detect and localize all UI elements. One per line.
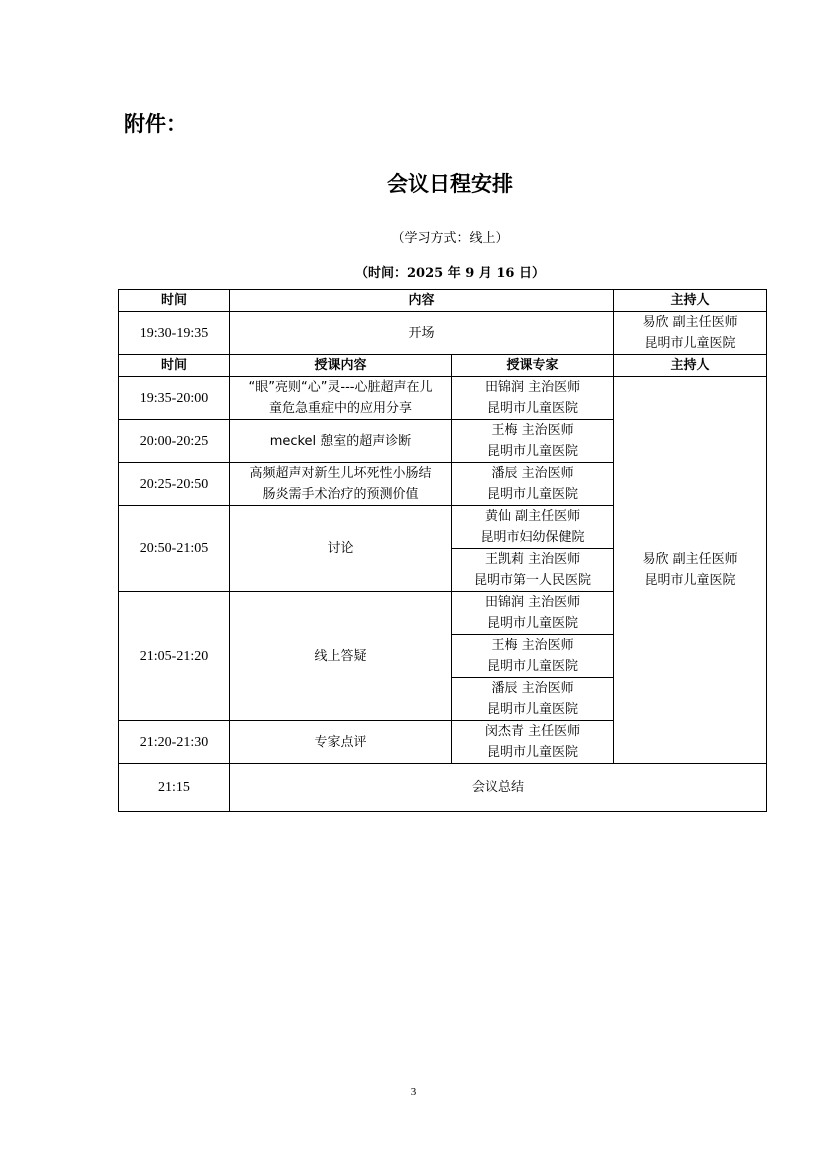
expert-org: 昆明市第一人民医院 [474, 573, 592, 588]
session-row [119, 377, 767, 420]
qa-topic: 线上答疑 [230, 592, 452, 721]
expert-org: 昆明市儿童医院 [487, 702, 579, 717]
header2-time: 时间 [119, 355, 230, 377]
expert-name: 潘辰 主治医师 [491, 466, 574, 481]
header-row-2 [119, 355, 767, 377]
expert-org: 昆明市儿童医院 [487, 444, 579, 459]
opening-host [614, 312, 767, 355]
session-host-name: 易欣 副主任医师 [642, 552, 738, 567]
expert-org: 昆明市妇幼保健院 [480, 530, 585, 545]
study-mode-note: （学习方式：线上） [391, 231, 509, 246]
expert-org: 昆明市儿童医院 [487, 745, 579, 760]
review-topic: 专家点评 [230, 721, 452, 764]
qa-expert [452, 678, 614, 721]
session-topic-line: 肠炎需手术治疗的预测价值 [262, 487, 419, 502]
opening-host-name: 易欣 副主任医师 [642, 315, 738, 330]
expert-name: 王凯莉 主治医师 [484, 552, 581, 567]
review-expert [452, 721, 614, 764]
session-expert [452, 420, 614, 463]
expert-name: 王梅 主治医师 [491, 638, 574, 653]
qa-time: 21:05-21:20 [119, 592, 230, 721]
meeting-date: （时间：2025 年 9 月 16 日） [355, 266, 545, 281]
session-topic: meckel 憩室的超声诊断 [230, 420, 452, 463]
summary-content: 会议总结 [230, 764, 767, 812]
header2-topic: 授课内容 [230, 355, 452, 377]
session-expert [452, 463, 614, 506]
expert-org: 昆明市儿童医院 [487, 401, 579, 416]
session-host-org: 昆明市儿童医院 [644, 573, 736, 588]
discussion-topic: 讨论 [230, 506, 452, 592]
session-time: 19:35-20:00 [119, 377, 230, 420]
session-time: 20:00-20:25 [119, 420, 230, 463]
opening-content: 开场 [230, 312, 614, 355]
header2-expert: 授课专家 [452, 355, 614, 377]
session-topic [230, 463, 452, 506]
attachment-label: 附件： [124, 112, 187, 136]
expert-name: 黄仙 副主任医师 [484, 509, 581, 524]
expert-name: 王梅 主治医师 [491, 423, 574, 438]
session-topic-line: “眼”亮则“心”灵---心脏超声在儿 [248, 380, 433, 395]
opening-row [119, 312, 767, 355]
document-title: 会议日程安排 [387, 172, 513, 196]
session-topic-line: 高频超声对新生儿坏死性小肠结 [249, 466, 432, 481]
review-time: 21:20-21:30 [119, 721, 230, 764]
session-host [614, 377, 767, 764]
discussion-expert [452, 549, 614, 592]
expert-name: 田锦润 主治医师 [484, 380, 581, 395]
expert-org: 昆明市儿童医院 [487, 616, 579, 631]
session-topic [230, 377, 452, 420]
expert-name: 闵杰青 主任医师 [484, 724, 581, 739]
header-content: 内容 [230, 290, 614, 312]
opening-time: 19:30-19:35 [119, 312, 230, 355]
opening-host-org: 昆明市儿童医院 [644, 336, 736, 351]
expert-org: 昆明市儿童医院 [487, 487, 579, 502]
header-time: 时间 [119, 290, 230, 312]
expert-name: 潘辰 主治医师 [491, 681, 574, 696]
summary-row [119, 764, 767, 812]
discussion-expert [452, 506, 614, 549]
session-time: 20:25-20:50 [119, 463, 230, 506]
session-topic-line: 童危急重症中的应用分享 [268, 401, 412, 416]
qa-expert [452, 635, 614, 678]
summary-time: 21:15 [119, 764, 230, 812]
expert-org: 昆明市儿童医院 [487, 659, 579, 674]
header-host: 主持人 [614, 290, 767, 312]
schedule-table [118, 289, 767, 812]
session-expert [452, 377, 614, 420]
header-row-1 [119, 290, 767, 312]
qa-expert [452, 592, 614, 635]
discussion-time: 20:50-21:05 [119, 506, 230, 592]
expert-name: 田锦润 主治医师 [484, 595, 581, 610]
page-number: 3 [410, 1086, 417, 1098]
header2-host: 主持人 [614, 355, 767, 377]
